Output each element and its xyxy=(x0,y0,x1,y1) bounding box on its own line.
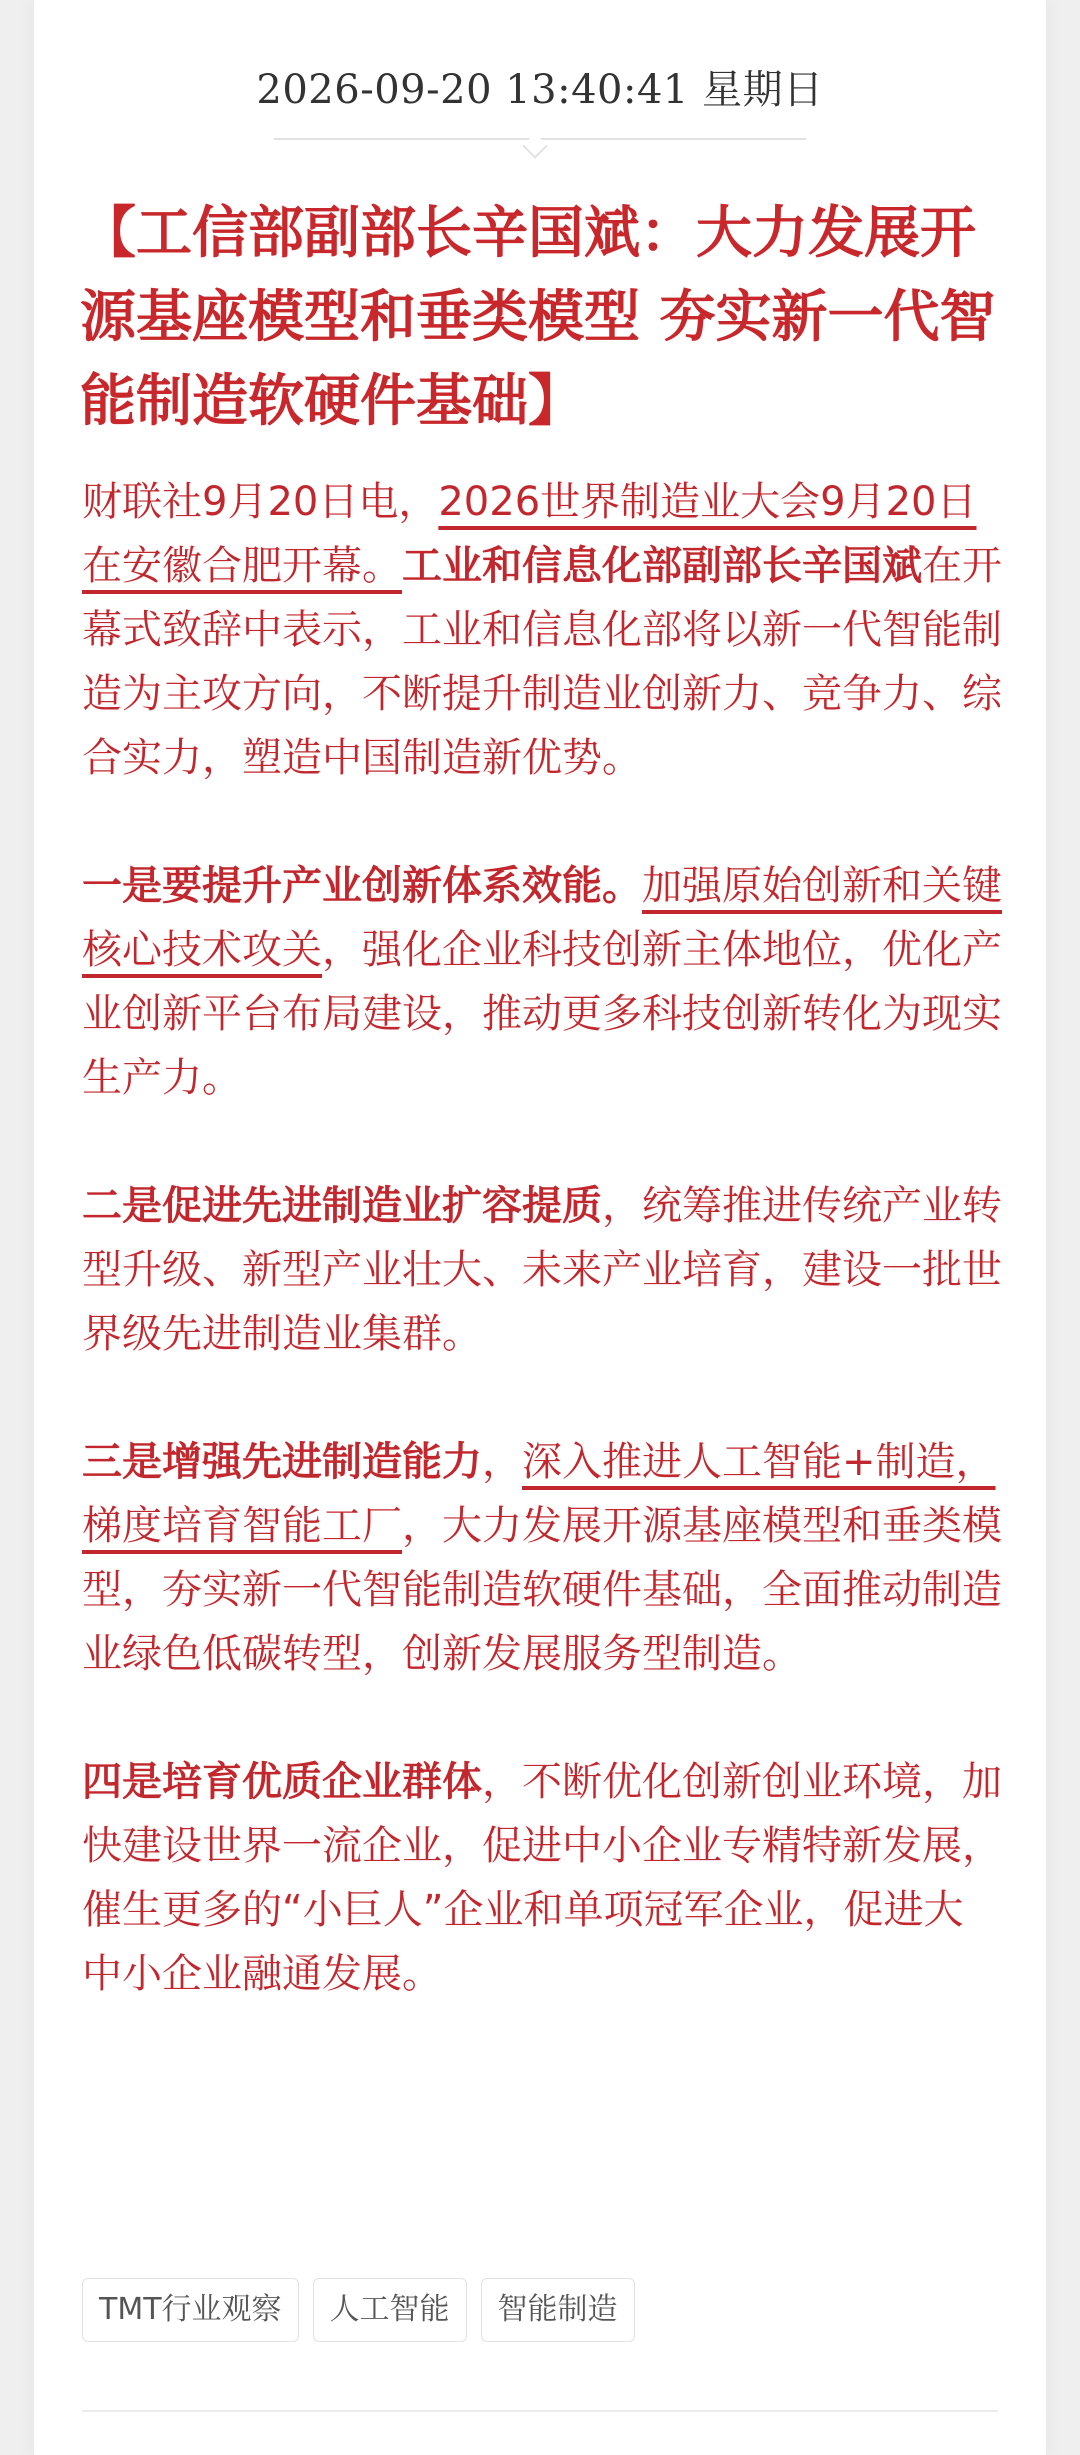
point-1-paragraph xyxy=(82,854,1002,1110)
article-body xyxy=(82,470,1002,2006)
article-headline: 【工信部副部长辛国斌：大力发展开源基座模型和垂类模型 夯实新一代智能制造软硬件基础】 xyxy=(80,201,996,434)
intro-paragraph xyxy=(82,470,1002,790)
point-4-bold-text: 四是培育优质企业群体 xyxy=(82,1759,482,1805)
point-1-underlined-text: 加强原始创新和关键核心技术攻关 xyxy=(82,863,1002,973)
point-1-bold-text: 一是要提升产业创新体系效能。 xyxy=(82,863,642,909)
intro-rest-text: 在开幕式致辞中表示，工业和信息化部将以新一代智能制造为主攻方向，不断提升制造业创新力、竞争力、综合实力，塑造中国制造新优势。 xyxy=(82,543,1002,781)
tag-tmt-observation[interactable]: TMT行业观察 xyxy=(82,2278,299,2342)
point-3-rest-text: ，大力发展开源基座模型和垂类模型，夯实新一代智能制造软硬件基础，全面推动制造业绿色低碳转型，创新发展服务型制造。 xyxy=(82,1503,1002,1677)
point-3-underlined-text: 深入推进人工智能+制造，梯度培育智能工厂 xyxy=(82,1439,996,1549)
point-2-rest-text: ，统筹推进传统产业转型升级、新型产业壮大、未来产业培育，建设一批世界级先进制造业集群。 xyxy=(82,1183,1002,1357)
point-2-paragraph xyxy=(82,1174,1002,1366)
tag-intelligent-manufacturing[interactable]: 智能制造 xyxy=(481,2278,635,2342)
point-4-rest-text: ，不断优化创新创业环境，加快建设世界一流企业，促进中小企业专精特新发展，催生更多的“小巨人”企业和单项冠军企业，促进大中小企业融通发展。 xyxy=(82,1759,1002,1997)
point-3-bold-text: 三是增强先进制造能力 xyxy=(82,1439,482,1485)
intro-prefix: 财联社9月20日电， xyxy=(82,479,439,525)
tag-list xyxy=(82,2278,635,2342)
footer-divider xyxy=(82,2410,998,2412)
point-4-paragraph xyxy=(82,1750,1002,2006)
point-3-paragraph xyxy=(82,1430,1002,1686)
intro-underlined-text: 2026世界制造业大会9月20日在安徽合肥开幕。 xyxy=(82,479,977,589)
point-1-rest-text: ，强化企业科技创新主体地位，优化产业创新平台布局建设，推动更多科技创新转化为现实生产力。 xyxy=(82,927,1002,1101)
article-card xyxy=(34,0,1046,2455)
point-3-separator: ， xyxy=(482,1439,522,1485)
tag-artificial-intelligence[interactable]: 人工智能 xyxy=(313,2278,467,2342)
publish-datetime: 2026-09-20 13:40:41 星期日 xyxy=(256,67,824,113)
point-2-bold-text: 二是促进先进制造业扩容提质 xyxy=(82,1183,602,1229)
intro-bold-text: 工业和信息化部副部长辛国斌 xyxy=(402,543,922,589)
